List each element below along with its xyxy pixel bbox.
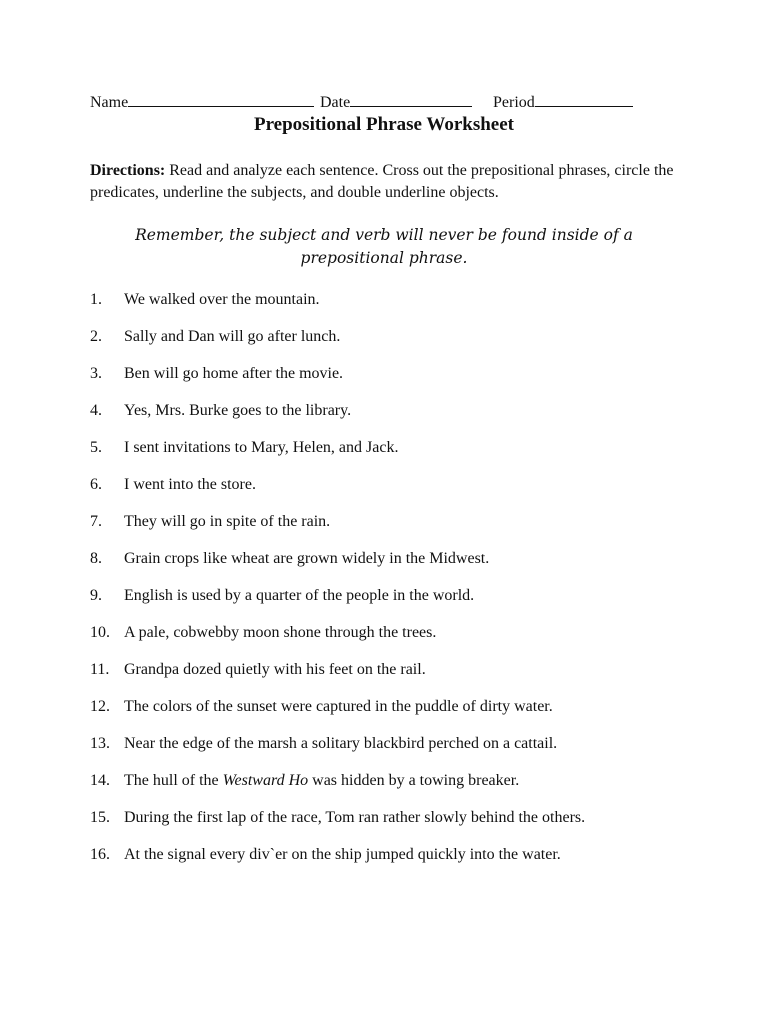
list-item [90,400,690,421]
item-number: 15. [90,809,110,826]
item-number: 13. [90,735,110,752]
name-blank[interactable] [128,92,314,107]
item-number: 8. [90,550,102,567]
list-item [90,770,690,791]
list-item [90,289,690,310]
ship-name-italic: Westward Ho [222,772,309,789]
sentence-text: I sent invitations to Mary, Helen, and Jack. [124,439,399,456]
name-label: Name [90,94,129,111]
date-field[interactable] [320,92,472,112]
sentence-text: I went into the store. [124,476,256,493]
student-info-header [90,92,650,114]
item-number: 14. [90,772,110,789]
list-item [90,807,690,828]
item-number: 11. [90,661,110,678]
directions [90,160,680,204]
date-label: Date [320,94,351,111]
directions-text: Read and analyze each sentence. Cross out the prepositional phrases, circle the predicates, underline the subjects, and double underline objects. [90,162,674,201]
directions-label: Directions: [90,162,166,179]
sentence-text: Ben will go home after the movie. [124,365,344,382]
period-blank[interactable] [535,92,633,107]
list-item [90,511,690,532]
item-number: 10. [90,624,110,641]
item-number: 6. [90,476,102,493]
sentence-text: Yes, Mrs. Burke goes to the library. [124,402,352,419]
sentence-text: Sally and Dan will go after lunch. [124,328,341,345]
sentence-text: The colors of the sunset were captured in the puddle of dirty water. [124,698,553,715]
list-item [90,585,690,606]
period-field[interactable] [493,92,633,112]
item-number: 1. [90,291,102,308]
list-item [90,622,690,643]
sentence-text: A pale, cobwebby moon shone through the trees. [124,624,437,641]
list-item [90,696,690,717]
sentence-text: We walked over the mountain. [124,291,320,308]
item-number: 12. [90,698,110,715]
page-title: Prepositional Phrase Worksheet [253,114,515,135]
item-number: 9. [90,587,102,604]
sentence-text: Near the edge of the marsh a solitary blackbird perched on a cattail. [124,735,558,752]
period-label: Period [493,94,535,111]
item-number: 16. [90,846,110,863]
date-blank[interactable] [350,92,472,107]
list-item [90,326,690,347]
list-item [90,437,690,458]
sentence-text: English is used by a quarter of the people in the world. [124,587,475,604]
sentence-text: During the first lap of the race, Tom ran rather slowly behind the others. [124,809,586,826]
sentence-text [124,772,519,789]
list-item [90,844,690,865]
sentence-text: Grain crops like wheat are grown widely in the Midwest. [124,550,490,567]
sentence-text-after: was hidden by a towing breaker. [308,772,520,789]
item-number: 3. [90,365,102,382]
reminder-note: Remember, the subject and verb will never be found inside of a prepositional phrase. [135,226,633,267]
item-number: 4. [90,402,102,419]
sentence-list [90,289,690,881]
sentence-text: They will go in spite of the rain. [124,513,331,530]
list-item [90,548,690,569]
sentence-text-before: The hull of the [124,772,223,789]
sentence-text: Grandpa dozed quietly with his feet on the rail. [124,661,426,678]
list-item [90,659,690,680]
sentence-text: At the signal every div`er on the ship jumped quickly into the water. [124,846,561,863]
item-number: 2. [90,328,102,345]
item-number: 7. [90,513,102,530]
list-item [90,363,690,384]
item-number: 5. [90,439,102,456]
list-item [90,733,690,754]
list-item [90,474,690,495]
name-field[interactable] [90,92,314,112]
